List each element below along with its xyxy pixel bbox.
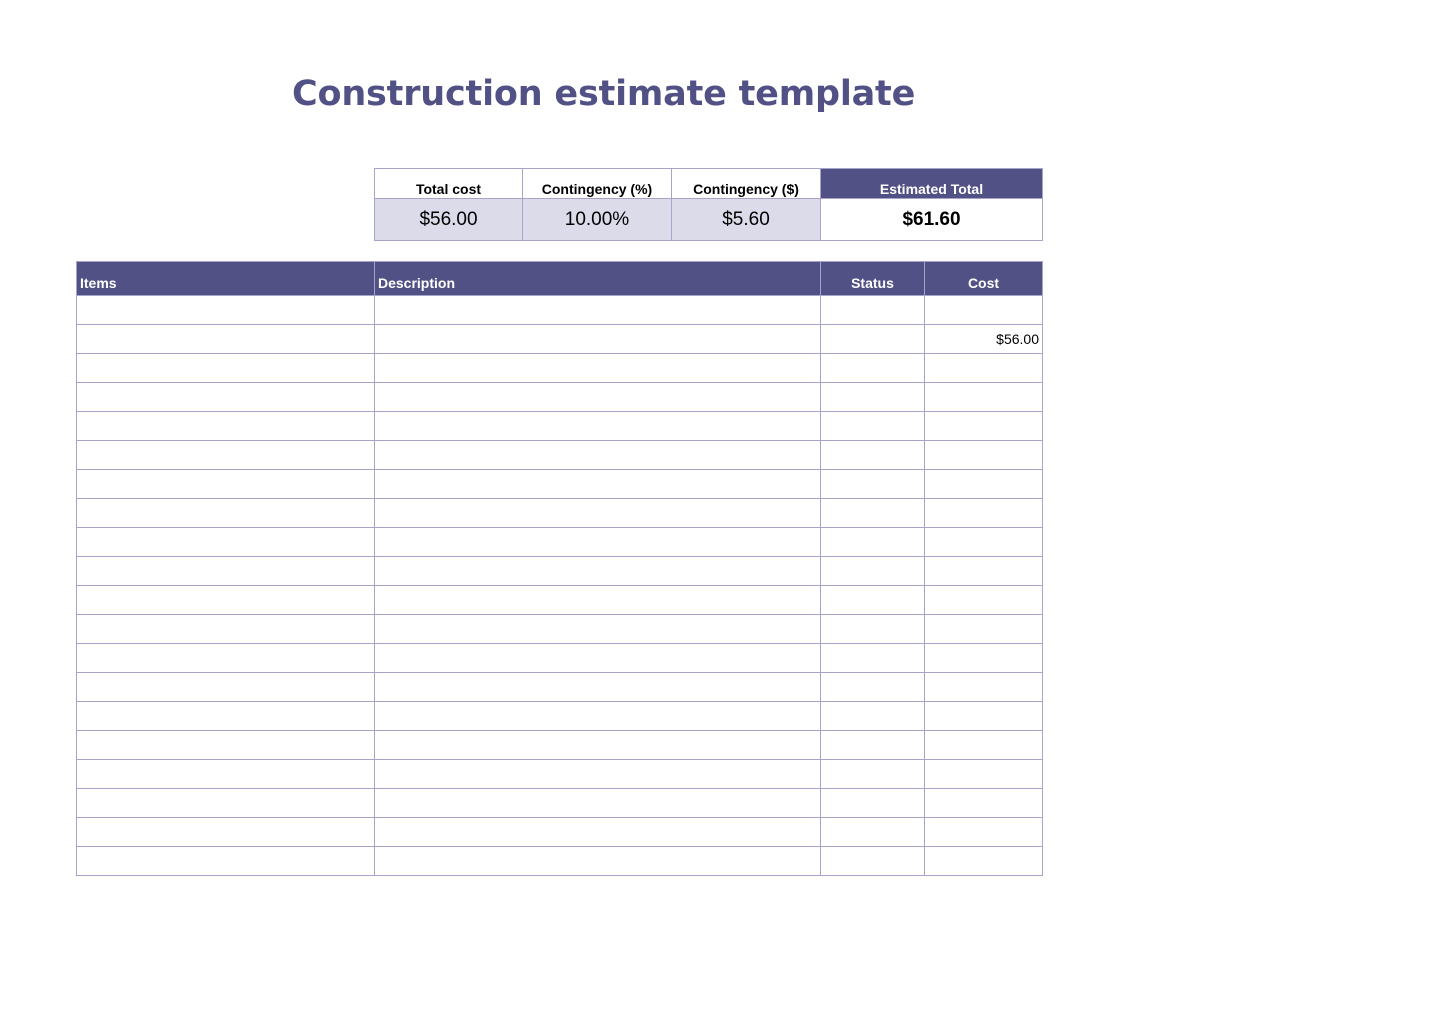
table-row — [77, 470, 1043, 499]
description-cell[interactable] — [375, 499, 821, 528]
item-cell[interactable] — [77, 731, 375, 760]
description-cell[interactable] — [375, 528, 821, 557]
status-cell[interactable] — [821, 383, 925, 412]
table-row — [77, 847, 1043, 876]
description-cell[interactable] — [375, 412, 821, 441]
description-cell[interactable] — [375, 470, 821, 499]
table-row — [77, 383, 1043, 412]
cost-cell[interactable] — [925, 615, 1043, 644]
status-cell[interactable] — [821, 847, 925, 876]
description-cell[interactable] — [375, 615, 821, 644]
cost-cell[interactable] — [925, 586, 1043, 615]
item-cell[interactable] — [77, 499, 375, 528]
status-cell[interactable] — [821, 499, 925, 528]
table-row — [77, 325, 1043, 354]
item-cell[interactable] — [77, 644, 375, 673]
status-cell[interactable] — [821, 731, 925, 760]
status-cell[interactable] — [821, 818, 925, 847]
page-title: Construction estimate template — [292, 74, 916, 114]
total-cost-header: Total cost — [375, 169, 523, 199]
table-row — [77, 412, 1043, 441]
description-cell[interactable] — [375, 702, 821, 731]
status-cell[interactable] — [821, 325, 925, 354]
cost-cell[interactable] — [925, 760, 1043, 789]
item-cell[interactable] — [77, 296, 375, 325]
items-header-row — [77, 262, 1043, 296]
description-cell[interactable] — [375, 383, 821, 412]
cost-cell[interactable]: $56.00 — [925, 325, 1043, 354]
cost-cell[interactable] — [925, 441, 1043, 470]
description-cell[interactable] — [375, 847, 821, 876]
table-row — [77, 354, 1043, 383]
description-cell[interactable] — [375, 818, 821, 847]
status-cell[interactable] — [821, 441, 925, 470]
item-cell[interactable] — [77, 818, 375, 847]
cost-cell[interactable] — [925, 499, 1043, 528]
item-cell[interactable] — [77, 702, 375, 731]
table-row — [77, 731, 1043, 760]
table-row — [77, 673, 1043, 702]
cost-column-header[interactable]: Cost — [925, 262, 1043, 296]
item-cell[interactable] — [77, 528, 375, 557]
table-row — [77, 586, 1043, 615]
item-cell[interactable] — [77, 586, 375, 615]
table-row — [77, 644, 1043, 673]
table-row — [77, 760, 1043, 789]
cost-cell[interactable] — [925, 731, 1043, 760]
item-cell[interactable] — [77, 615, 375, 644]
description-cell[interactable] — [375, 731, 821, 760]
contingency-amount-value[interactable]: $5.60 — [672, 199, 821, 241]
status-cell[interactable] — [821, 644, 925, 673]
status-column-header[interactable]: Status — [821, 262, 925, 296]
table-row — [77, 441, 1043, 470]
item-cell[interactable] — [77, 354, 375, 383]
summary-header-row — [375, 169, 1043, 199]
table-row — [77, 296, 1043, 325]
estimated-total-header: Estimated Total — [821, 169, 1043, 199]
status-cell[interactable] — [821, 528, 925, 557]
cost-cell[interactable] — [925, 383, 1043, 412]
contingency-percent-value[interactable]: 10.00% — [523, 199, 672, 241]
cost-cell[interactable] — [925, 673, 1043, 702]
summary-value-row — [375, 199, 1043, 241]
estimated-total-value[interactable]: $61.60 — [821, 199, 1043, 241]
cost-cell[interactable] — [925, 354, 1043, 383]
contingency-amount-header: Contingency ($) — [672, 169, 821, 199]
item-cell[interactable] — [77, 557, 375, 586]
status-cell[interactable] — [821, 673, 925, 702]
item-cell[interactable] — [77, 470, 375, 499]
status-cell[interactable] — [821, 412, 925, 441]
table-row — [77, 818, 1043, 847]
status-cell[interactable] — [821, 354, 925, 383]
cost-cell[interactable] — [925, 847, 1043, 876]
item-cell[interactable] — [77, 383, 375, 412]
cost-cell[interactable] — [925, 644, 1043, 673]
item-cell[interactable] — [77, 441, 375, 470]
table-row — [77, 528, 1043, 557]
table-row — [77, 499, 1043, 528]
description-cell[interactable] — [375, 789, 821, 818]
item-cell[interactable] — [77, 847, 375, 876]
status-cell[interactable] — [821, 557, 925, 586]
status-cell[interactable] — [821, 702, 925, 731]
description-cell[interactable] — [375, 673, 821, 702]
table-row — [77, 557, 1043, 586]
description-column-header[interactable]: Description — [375, 262, 821, 296]
description-cell[interactable] — [375, 586, 821, 615]
items-table-body — [77, 296, 1043, 876]
cost-cell[interactable] — [925, 789, 1043, 818]
total-cost-value[interactable]: $56.00 — [375, 199, 523, 241]
description-cell[interactable] — [375, 760, 821, 789]
contingency-percent-header: Contingency (%) — [523, 169, 672, 199]
description-cell[interactable] — [375, 644, 821, 673]
description-cell[interactable] — [375, 557, 821, 586]
summary-table — [374, 168, 1043, 241]
item-cell[interactable] — [77, 412, 375, 441]
table-row — [77, 789, 1043, 818]
status-cell[interactable] — [821, 615, 925, 644]
status-cell[interactable] — [821, 470, 925, 499]
status-cell[interactable] — [821, 760, 925, 789]
description-cell[interactable] — [375, 441, 821, 470]
item-cell[interactable] — [77, 325, 375, 354]
status-cell[interactable] — [821, 586, 925, 615]
description-cell[interactable] — [375, 354, 821, 383]
cost-cell[interactable] — [925, 702, 1043, 731]
item-cell[interactable] — [77, 673, 375, 702]
table-row — [77, 615, 1043, 644]
cost-cell[interactable] — [925, 412, 1043, 441]
cost-cell[interactable] — [925, 470, 1043, 499]
item-cell[interactable] — [77, 789, 375, 818]
item-cell[interactable] — [77, 760, 375, 789]
cost-cell[interactable] — [925, 818, 1043, 847]
status-cell[interactable] — [821, 296, 925, 325]
table-row — [77, 702, 1043, 731]
description-cell[interactable] — [375, 296, 821, 325]
cost-cell[interactable] — [925, 557, 1043, 586]
cost-cell[interactable] — [925, 528, 1043, 557]
items-column-header[interactable]: Items — [77, 262, 375, 296]
items-table — [76, 261, 1043, 876]
status-cell[interactable] — [821, 789, 925, 818]
cost-cell[interactable] — [925, 296, 1043, 325]
description-cell[interactable] — [375, 325, 821, 354]
